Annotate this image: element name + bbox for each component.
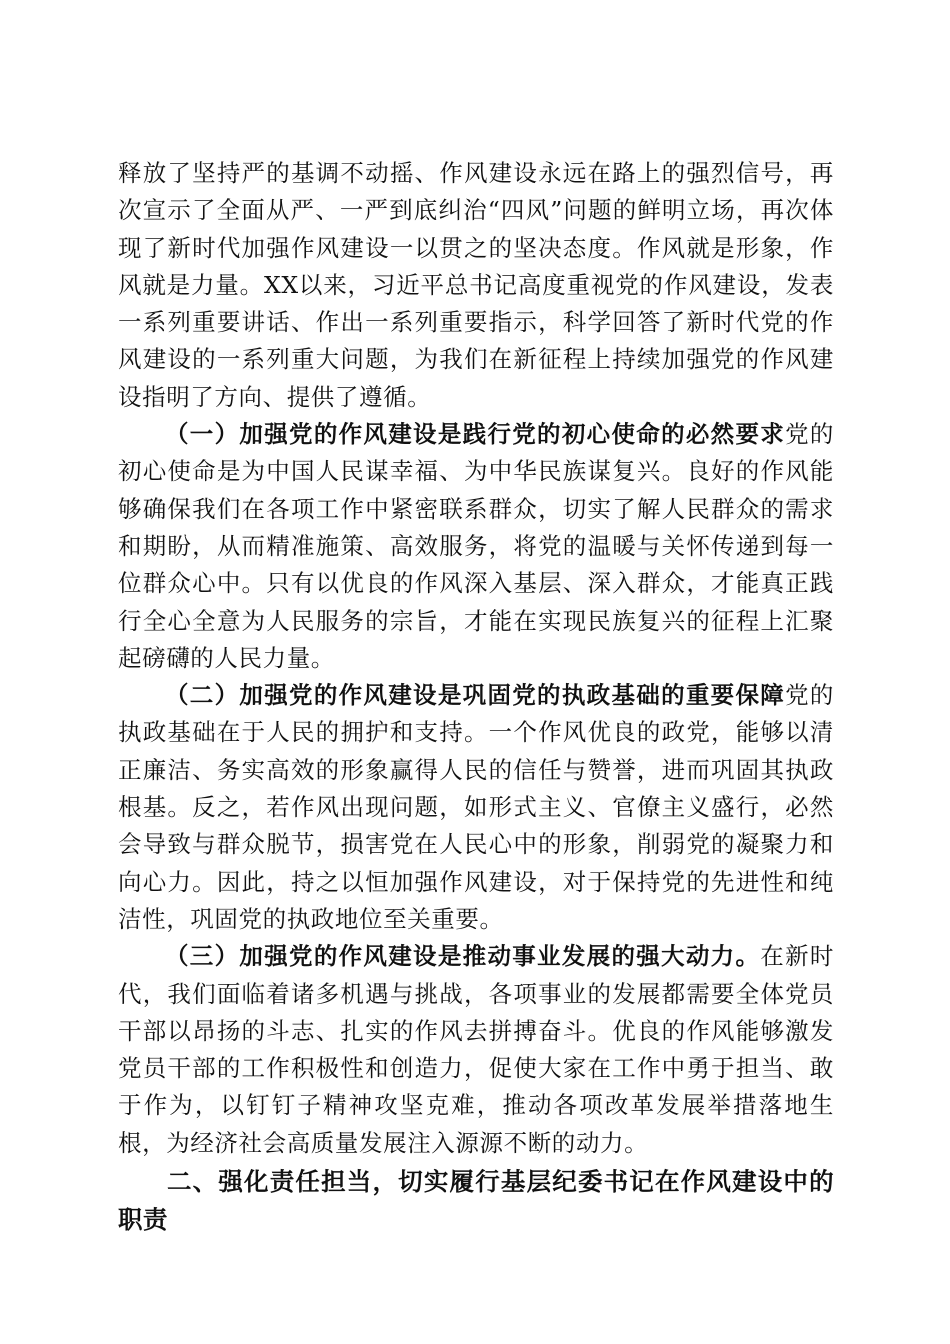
paragraph-text: 党的初心使命是为中国人民谋幸福、为中华民族谋复兴。良好的作风能够确保我们在各项工作中紧密联系群众，切实了解人民群众的需求和期盼，从而精准施策、高效服务，将党的温暖与关怀传递到每一位群众心中。只有以优良的作风深入基层、深入群众，才能真正践行全心全意为人民服务的宗旨，才能在实现民族复兴的征程上汇聚起磅礴的人民力量。 <box>118 420 834 672</box>
paragraph-intro <box>118 155 834 416</box>
document-body <box>118 155 834 1239</box>
paragraph-section-1 <box>118 416 834 677</box>
paragraph-text: 释放了坚持严的基调不动摇、作风建设永远在路上的强烈信号，再次宣示了全面从严、一严到底纠治“四风”问题的鲜明立场，再次体现了新时代加强作风建设一以贯之的坚决态度。作风就是形象，作风就是力量。XX以来，习近平总书记高度重视党的作风建设，发表一系列重要讲话、作出一系列重要指示，科学回答了新时代党的作风建设的一系列重大问题，为我们在新征程上持续加强党的作风建设指明了方向、提供了遵循。 <box>118 159 834 411</box>
subsection-heading-3: （三）加强党的作风建设是推动事业发展的强大动力。 <box>165 942 761 971</box>
section-heading: 二、强化责任担当，切实履行基层纪委书记在作风建设中的职责 <box>118 1167 834 1235</box>
paragraph-section-3 <box>118 938 834 1162</box>
paragraph-text: 在新时代，我们面临着诸多机遇与挑战，各项事业的发展都需要全体党员干部以昂扬的斗志、扎实的作风去拼搏奋斗。优良的作风能够激发党员干部的工作积极性和创造力，促使大家在工作中勇于担当、敢于作为，以钉钉子精神攻坚克难，推动各项改革发展举措落地生根，为经济社会高质量发展注入源源不断的动力。 <box>118 942 834 1157</box>
paragraph-text: 党的执政基础在于人民的拥护和支持。一个作风优良的政党，能够以清正廉洁、务实高效的形象赢得人民的信任与赞誉，进而巩固其执政根基。反之，若作风出现问题，如形式主义、官僚主义盛行，必然会导致与群众脱节，损害党在人民心中的形象，削弱党的凝聚力和向心力。因此，持之以恒加强作风建设，对于保持党的先进性和纯洁性，巩固党的执政地位至关重要。 <box>118 681 834 933</box>
subsection-heading-1: （一）加强党的作风建设是践行党的初心使命的必然要求 <box>165 420 786 449</box>
subsection-heading-2: （二）加强党的作风建设是巩固党的执政基础的重要保障 <box>165 681 786 710</box>
paragraph-section-2 <box>118 677 834 938</box>
